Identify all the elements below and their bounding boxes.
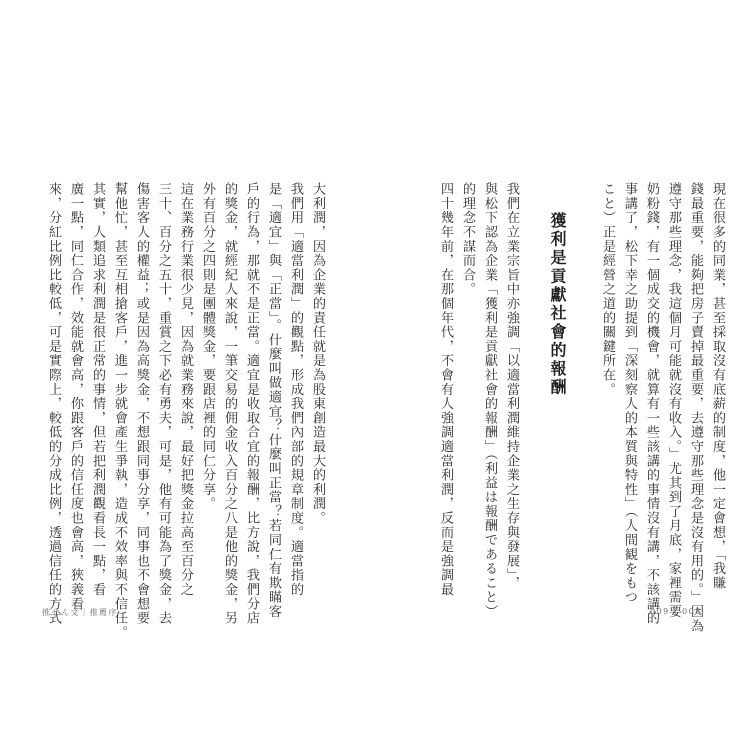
right-text-line: 的理念不謀而合。 bbox=[460, 182, 475, 297]
right-text-line: 事講了，松下幸之助提到「深刻察人的本質與特性」（人間観をもつ bbox=[622, 182, 637, 605]
right-text-line: 與松下認為企業「獲利是貢獻社會的報酬」（利益は報酬であること） bbox=[482, 182, 497, 619]
right-text-line: 錢最重要，能夠把房子賣掉最重要，去遵守那些理念是沒有用的。」因為 bbox=[688, 182, 703, 633]
left-text-line: 戶的行為，那就不是正當。適宜是收取合宜的報酬，比方說，我們分店 bbox=[244, 182, 259, 626]
right-text-line: 我們在立業宗旨中亦強調「以適當利潤維持企業之生存與發展」， bbox=[504, 182, 519, 591]
right-text-line: 現在很多的同業，甚至採取沒有底薪的制度，他一定會想，「我賺 bbox=[710, 182, 725, 591]
right-text-line: 遵守那些理念，我這個月可能就沒有收入。」尤其到了月底，家裡需要 bbox=[666, 182, 681, 619]
left-text-line: 三十、百分之五十，重賞之下必有勇夫，可是，他有可能為了獎金，去 bbox=[156, 182, 171, 626]
page-folio: 009 | 008 bbox=[650, 607, 702, 616]
left-text-line: 外有百分之四則是團體獎金，要跟店裡的同仁分享。 bbox=[200, 182, 215, 511]
running-head: 推せん文｜推薦序 bbox=[42, 608, 118, 617]
left-text-line: 的獎金，就經紀人來說，一筆交易的佣金收入百分之八是他的獎金，另 bbox=[222, 182, 237, 626]
right-text-line: 奶粉錢，有一個成交的機會，就算有一些該講的事情沒有講，不該講的 bbox=[644, 182, 659, 626]
left-text-line: 我們用「適當利潤」的觀點，形成我們內部的規章制度。適當指的 bbox=[288, 182, 303, 597]
left-text-line: 這在業務行業很少見，因為就業務來說，最好把獎金拉高至百分之 bbox=[178, 182, 193, 597]
left-text-line: 廣一點，同仁合作，效能就會高，你跟客戶的信任度也會高，狹義看 bbox=[68, 182, 83, 611]
left-text-line: 傷害客人的權益；或是因為高獎金，不想跟同事分享，同事也不會想要 bbox=[134, 182, 149, 626]
left-text-line: 其實，人類追求利潤是很正常的事情，但若把利潤觀看長一點，看 bbox=[90, 182, 105, 597]
right-text-line: こと）正是經營之道的關鍵所在。 bbox=[600, 182, 615, 397]
left-text-line: 幫他忙，甚至互相搶客戶，進一步就會產生爭執，造成不效率與不信任。 bbox=[112, 182, 127, 640]
right-text-line: 四十幾年前，在那個年代，不會有人強調適當利潤，反而是強調最 bbox=[438, 182, 453, 597]
left-text-line: 大利潤，因為企業的責任就是為股東創造最大的利潤。 bbox=[310, 182, 325, 526]
section-heading: 獲利是貢獻社會的報酬 bbox=[548, 212, 567, 397]
left-text-line: 來，分紅比例比較低，可是實際上，較低的分成比例，透過信任的方式 bbox=[46, 182, 61, 626]
left-text-line: 是「適宜」與「正當」。什麼叫做適宜？什麼叫正當？若同仁有欺瞞客 bbox=[266, 182, 281, 619]
